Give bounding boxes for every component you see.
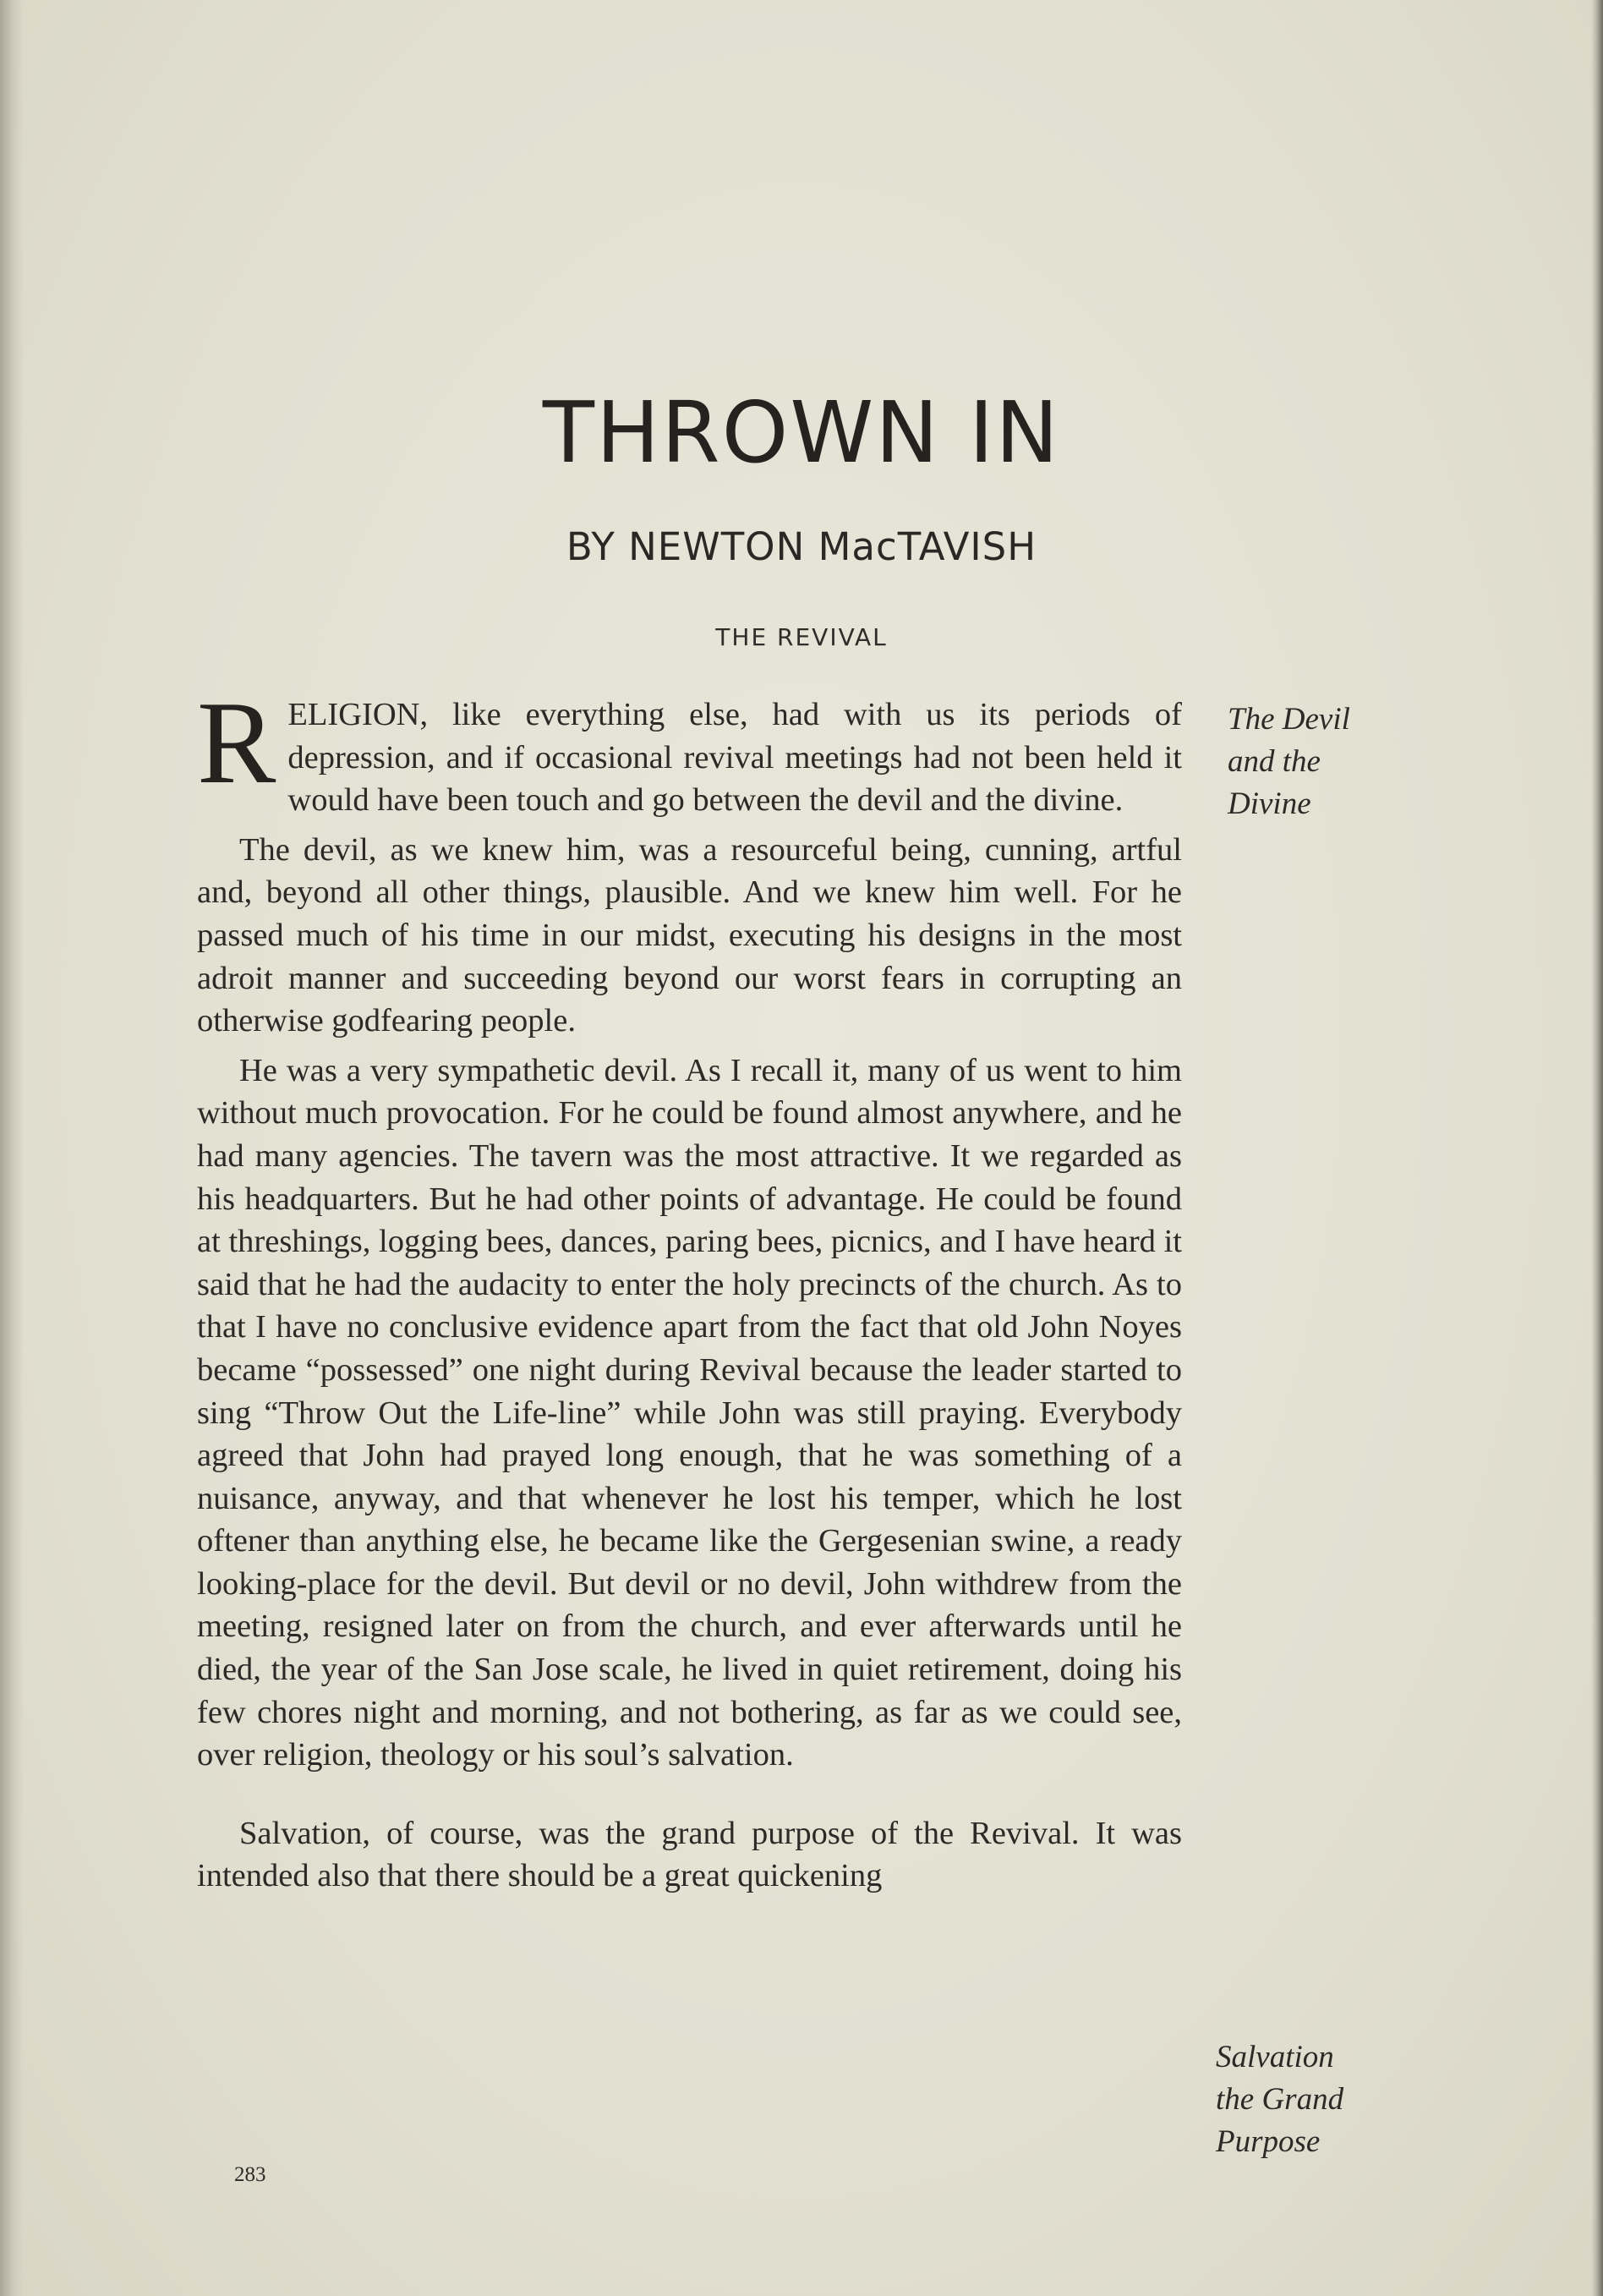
author-byline: BY NEWTON MacTAVISH [566,524,1037,569]
margin-note-line: the Grand [1216,2082,1344,2117]
paragraph-1-text: ELIGION, like everything else, had with us its periods of depression, and if occasional revival meetings had not been held it would have been touch and go between the devil and the divine. [287,697,1182,819]
margin-note-line: Divine [1228,786,1311,821]
book-spine-shadow [0,0,24,2296]
paragraph-4: Salvation, of course, was the grand purpose of the Revival. It was intended also that there should be a great quickening [197,1815,1182,1894]
margin-note-line: and the [1228,744,1321,779]
margin-note-line: Salvation [1216,2040,1334,2074]
drop-cap: R [197,677,276,808]
paragraph-3: He was a very sympathetic devil. As I recall it, many of us went to him without much provocation. For he could be found almost anywhere, and he had many agencies. The tavern was the most attractive. It we regarded as his headquarters. But he had other points of advantage. He could be found at threshings, logging bees, dances, paring bees, picnics, and I have heard it said that he had the audacity to enter the holy precincts of the church. As to that I have no conclusive evidence apart from the fact that old John Noyes became “possessed” one night during Revival because the leader started to sing “Throw Out the Life-line” while John was still praying. Everybody agreed that John had prayed long enough, that he was something of a nuisance, anyway, and that whenever he lost his temper, which he lost oftener than anything else, he became like the Gergesenian swine, a ready looking-place for the devil. But devil or no devil, John withdrew from the meeting, resigned later on from the church, and ever afterwards until he died, the year of the San Jose scale, he lived in quiet retirement, doing his few chores night and morning, and not bothering, as far as we could see, over religion, theology or his soul’s salvation. [197,1052,1182,1773]
page-edge-shadow [1591,0,1603,2296]
margin-note-devil-divine [1228,699,1414,825]
section-heading: THE REVIVAL [715,623,888,651]
page-number: 283 [234,2163,266,2186]
paragraph-1 [197,677,1182,822]
article-title: THROWN IN [542,383,1061,482]
margin-note-line: The Devil [1228,702,1350,737]
article-body [197,677,1182,1904]
margin-note-salvation [1216,2036,1402,2163]
margin-note-line: Purpose [1216,2124,1321,2159]
paragraph-2: The devil, as we knew him, was a resourceful being, cunning, artful and, beyond all other things, plausible. And we knew him well. For he passed much of his time in our midst, executing his designs in the most adroit manner and succeeding beyond our worst fears in corrupting an otherwise godfearing people. [197,831,1182,1039]
